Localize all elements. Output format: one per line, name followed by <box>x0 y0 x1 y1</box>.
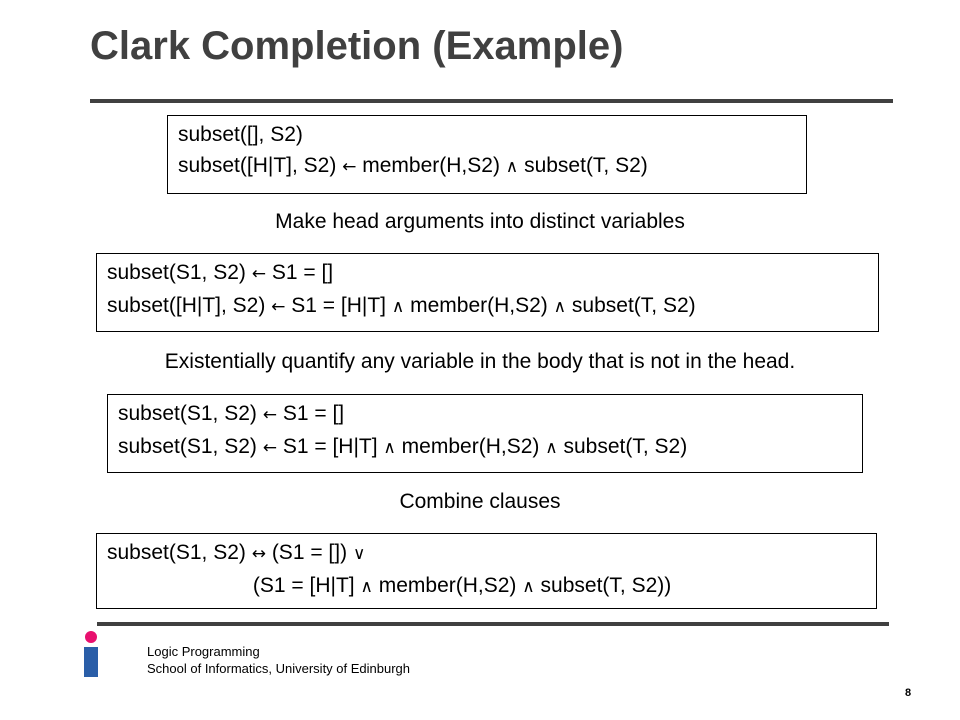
and-icon: ∧ <box>391 297 405 317</box>
and-icon: ∧ <box>360 577 373 597</box>
clause-body: (S1 = []) <box>265 541 353 564</box>
course-name: Logic Programming <box>147 644 260 659</box>
implied-by-icon: ← <box>262 438 277 458</box>
iff-icon: ↔ <box>251 544 266 564</box>
title-divider <box>90 99 893 103</box>
and-icon: ∧ <box>553 297 567 317</box>
informatics-logo-icon <box>82 630 100 678</box>
clause-body: member(H,S2) <box>404 294 554 317</box>
clause-body: S1 = [] <box>276 402 345 425</box>
or-icon: ∨ <box>352 544 366 564</box>
clause-head: subset(S1, S2) <box>107 261 252 284</box>
clause-body: subset(T, S2) <box>518 154 648 177</box>
quantified-clauses-box <box>107 394 863 473</box>
and-icon: ∧ <box>383 438 396 458</box>
and-icon: ∧ <box>545 438 558 458</box>
clause-line <box>118 431 852 464</box>
step-caption: Combine clauses <box>399 490 561 513</box>
step-caption: Existentially quantify any variable in the body that is not in the head. <box>164 350 796 373</box>
clause-line <box>118 398 852 431</box>
clause-head: subset(S1, S2) <box>118 402 263 425</box>
clause-body: (S1 = [H|T] <box>252 574 361 597</box>
and-icon: ∧ <box>505 157 519 177</box>
clause-head: subset([H|T], S2) <box>178 154 343 177</box>
footer-divider <box>97 622 889 626</box>
clause-body: S1 = [H|T] <box>276 435 384 458</box>
indent <box>107 574 253 597</box>
clause-head: subset(S1, S2) <box>118 435 263 458</box>
clause-body: S1 = [] <box>265 261 334 284</box>
combined-clause-box <box>96 533 877 609</box>
clause-line <box>178 150 796 183</box>
clause-body: subset(T, S2) <box>566 294 696 317</box>
clause-line <box>107 290 868 323</box>
clause-body: member(H,S2) <box>356 154 506 177</box>
distinct-variables-box <box>96 253 879 332</box>
clause-line <box>178 119 796 150</box>
slide-title: Clark Completion (Example) <box>90 24 624 68</box>
implied-by-icon: ← <box>262 405 277 425</box>
clause-body: subset(T, S2)) <box>534 574 672 597</box>
clause-head: subset(S1, S2) <box>107 541 252 564</box>
implied-by-icon: ← <box>342 157 357 177</box>
clause-body: member(H,S2) <box>372 574 523 597</box>
clause-body: S1 = [H|T] <box>285 294 392 317</box>
implied-by-icon: ← <box>271 297 286 317</box>
clause-line <box>107 537 866 570</box>
clause-line <box>107 570 866 603</box>
footer <box>147 643 410 677</box>
implied-by-icon: ← <box>251 264 266 284</box>
step-caption: Make head arguments into distinct variables <box>275 210 685 233</box>
clause-body: subset(T, S2) <box>557 435 688 458</box>
page-number: 8 <box>905 687 912 699</box>
and-icon: ∧ <box>522 577 535 597</box>
original-clauses-box <box>167 115 807 194</box>
clause-head: subset([H|T], S2) <box>107 294 272 317</box>
clause-line <box>107 257 868 290</box>
clause-body: member(H,S2) <box>395 435 546 458</box>
clause-text: subset([], S2) <box>178 123 303 146</box>
institution-name: School of Informatics, University of Edinburgh <box>147 661 411 676</box>
